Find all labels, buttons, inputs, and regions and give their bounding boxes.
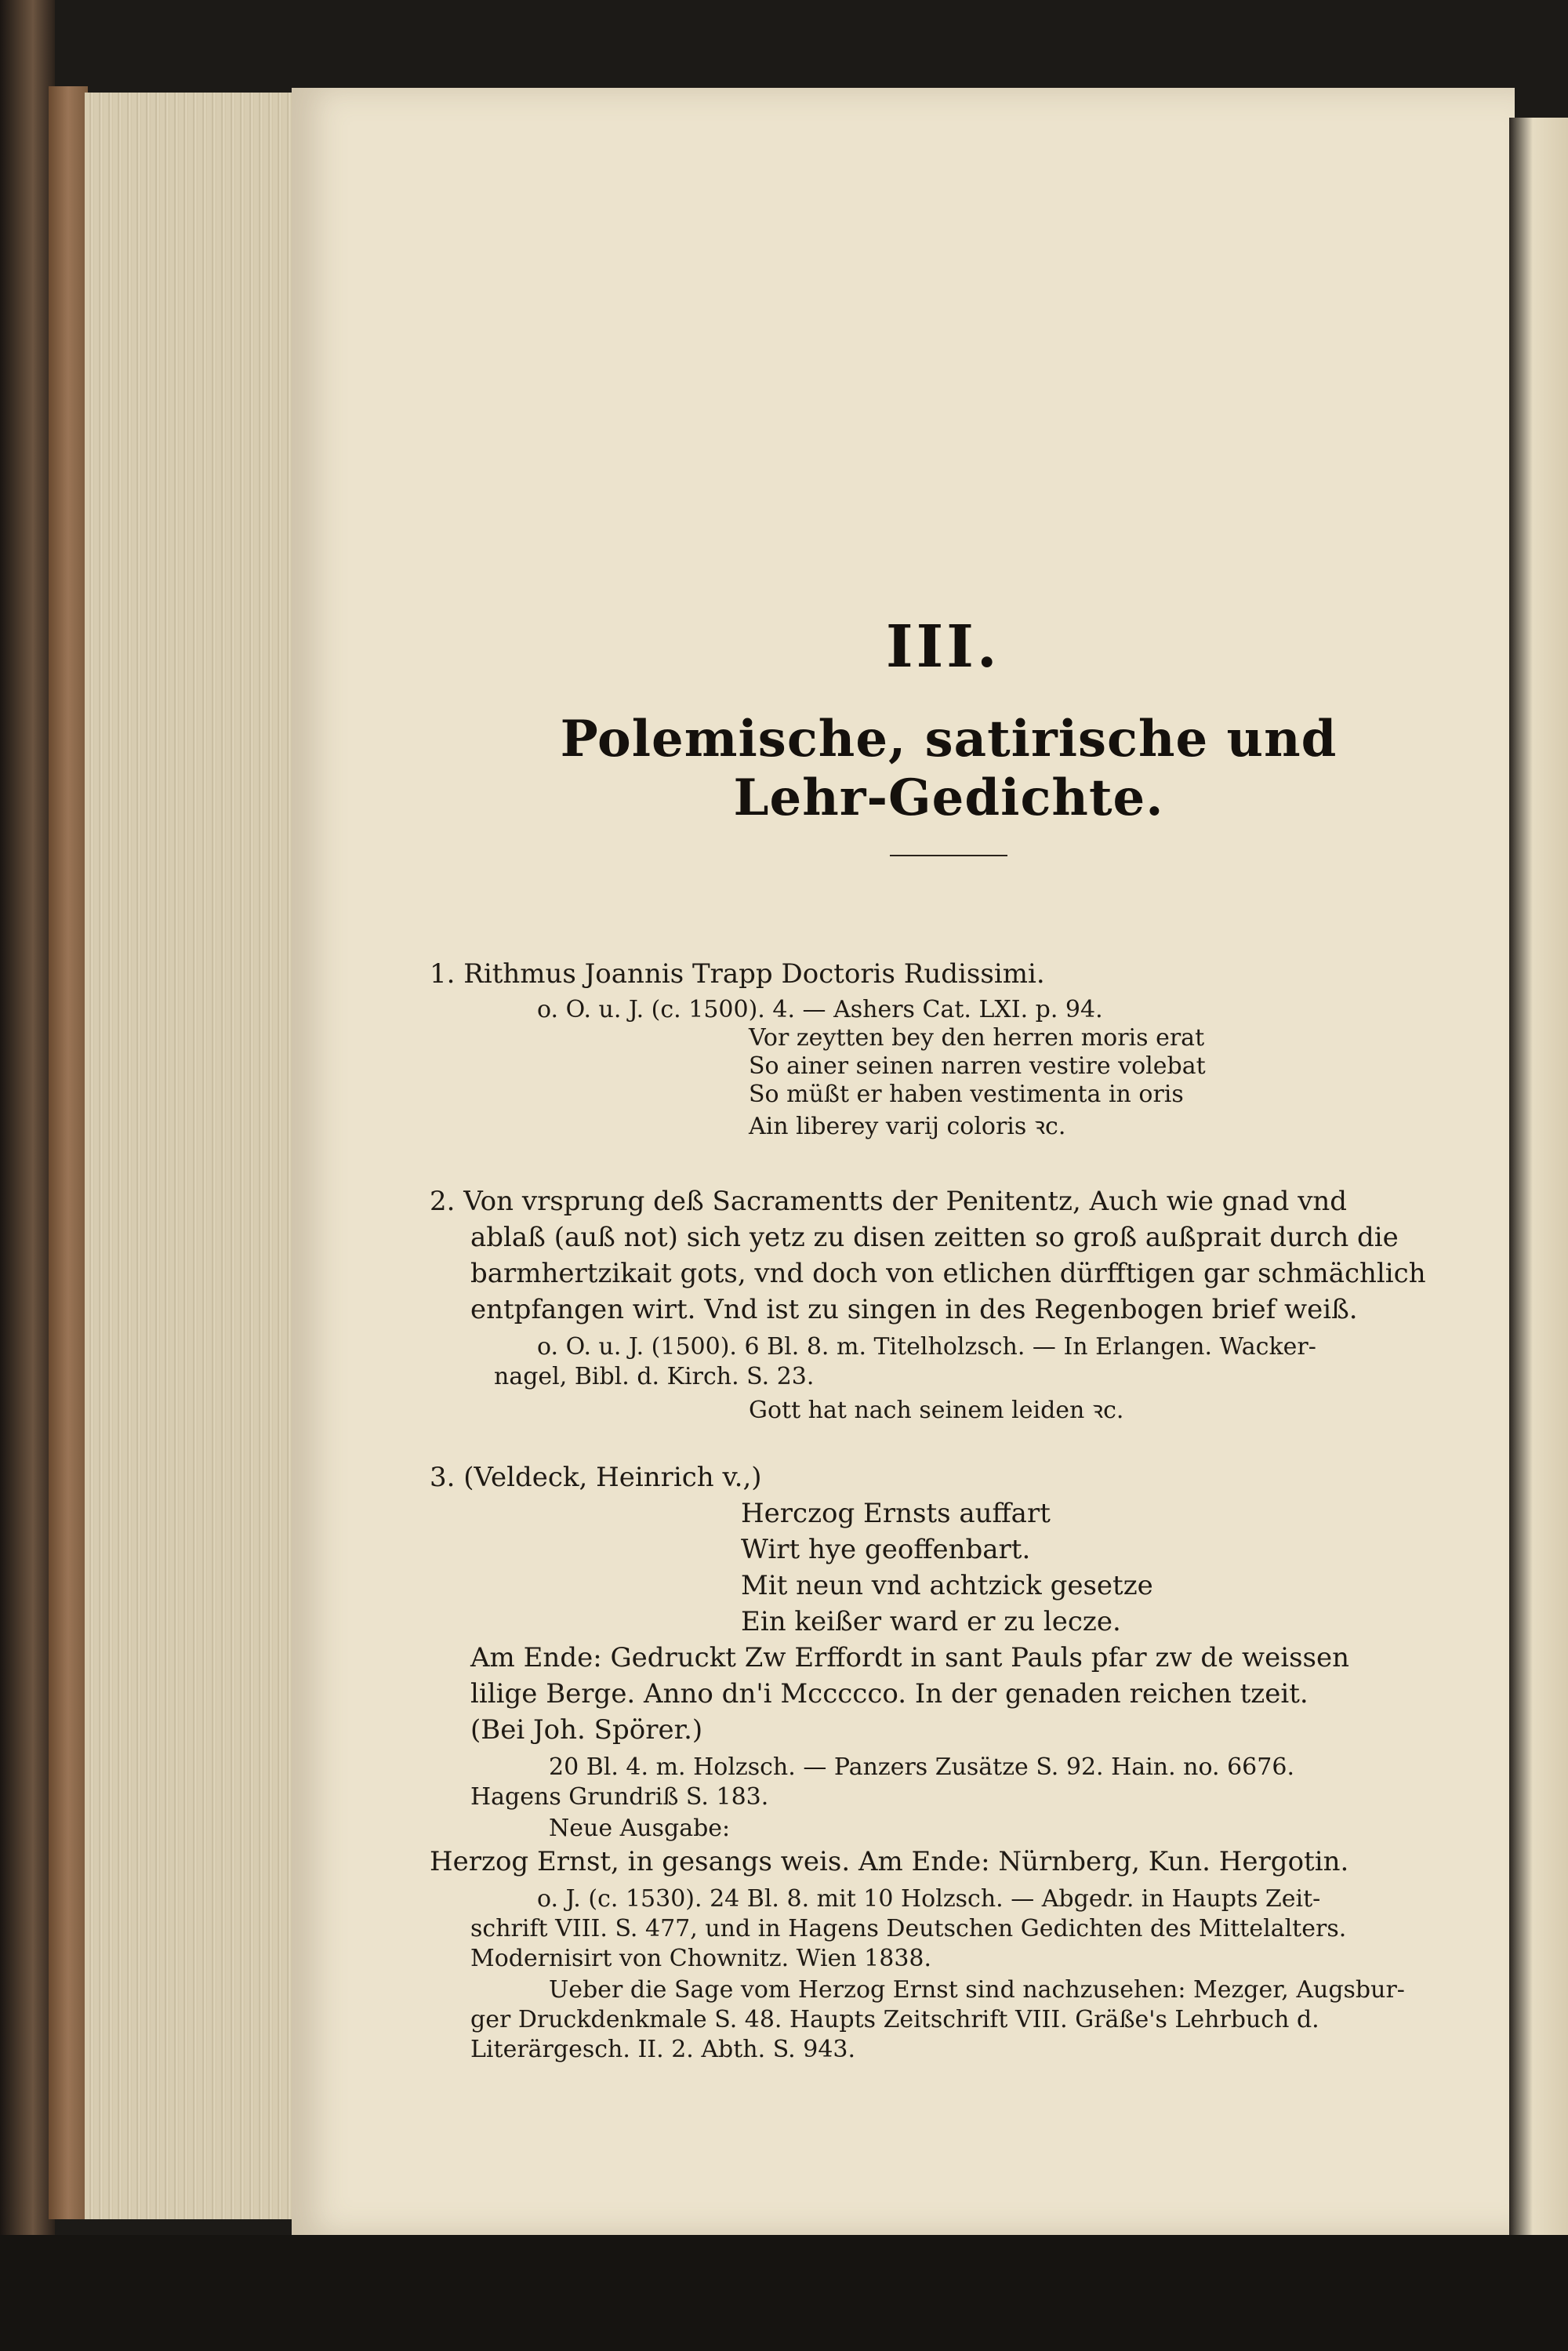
page-stack-edges bbox=[85, 93, 296, 2219]
entry-3-colophon: (Bei Joh. Spörer.) bbox=[470, 1714, 703, 1746]
entry-3-verse: Mit neun vnd achtzick gesetze bbox=[741, 1570, 1153, 1601]
section-number: III. bbox=[886, 613, 1000, 681]
background-shadow bbox=[0, 2235, 1568, 2351]
entry-3-note: Ueber die Sage vom Herzog Ernst sind nachzusehen: Mezger, Augsbur- bbox=[549, 1976, 1405, 2004]
entry-2-imprint: o. O. u. J. (1500). 6 Bl. 8. m. Titelholzsch. — In Erlangen. Wacker- bbox=[537, 1333, 1316, 1361]
entry-1-verse: Ain liberey varij coloris ꝛc. bbox=[749, 1113, 1066, 1140]
entry-2-incipit: Gott hat nach seinem leiden ꝛc. bbox=[749, 1397, 1124, 1424]
entry-1-verse: So müßt er haben vestimenta in oris bbox=[749, 1081, 1184, 1108]
entry-3-note: ger Druckdenkmale S. 48. Haupts Zeitschrift VIII. Gräße's Lehrbuch d. bbox=[470, 2006, 1319, 2033]
title-divider bbox=[890, 855, 1007, 856]
entry-1-verse: So ainer seinen narren vestire volebat bbox=[749, 1052, 1206, 1080]
entry-3-author: 3. (Veldeck, Heinrich v.,) bbox=[430, 1462, 762, 1493]
entry-3-imprint: schrift VIII. S. 477, und in Hagens Deutschen Gedichten des Mittelalters. bbox=[470, 1915, 1347, 1942]
entry-2-imprint: nagel, Bibl. d. Kirch. S. 23. bbox=[494, 1363, 815, 1390]
entry-3-imprint: Modernisirt von Chownitz. Wien 1838. bbox=[470, 1945, 932, 1972]
entry-3-note: Literärgesch. II. 2. Abth. S. 943. bbox=[470, 2036, 856, 2063]
entry-3-imprint: o. J. (c. 1530). 24 Bl. 8. mit 10 Holzsch. — Abgedr. in Haupts Zeit- bbox=[537, 1885, 1321, 1913]
entry-1-title: 1. Rithmus Joannis Trapp Doctoris Rudissimi. bbox=[430, 958, 1045, 990]
entry-3-imprint: Hagens Grundriß S. 183. bbox=[470, 1783, 769, 1811]
entry-3-new-edition: Herzog Ernst, in gesangs weis. Am Ende: Nürnberg, Kun. Hergotin. bbox=[430, 1846, 1349, 1877]
entry-3-verse: Herczog Ernsts auffart bbox=[741, 1498, 1051, 1529]
entry-3-verse: Ein keißer ward er zu lecze. bbox=[741, 1606, 1121, 1637]
entry-2-title: entpfangen wirt. Vnd ist zu singen in des Regenbogen brief weiß. bbox=[470, 1294, 1358, 1325]
book-page bbox=[292, 88, 1515, 2235]
entry-3-colophon: lilige Berge. Anno dn'i Mccccco. In der genaden reichen tzeit. bbox=[470, 1678, 1308, 1710]
book-cover-left bbox=[0, 0, 55, 2351]
entry-1-imprint: o. O. u. J. (c. 1500). 4. — Ashers Cat. LXI. p. 94. bbox=[537, 996, 1103, 1023]
entry-3-verse: Wirt hye geoffenbart. bbox=[741, 1534, 1031, 1565]
facing-page-edge bbox=[1509, 118, 1568, 2235]
entry-2-title: 2. Von vrsprung deß Sacramentts der Penitentz, Auch wie gnad vnd bbox=[430, 1186, 1348, 1217]
entry-3-new-edition-label: Neue Ausgabe: bbox=[549, 1815, 731, 1842]
entry-2-title: ablaß (auß not) sich yetz zu disen zeitten so groß außprait durch die bbox=[470, 1222, 1399, 1253]
book-binding-edge bbox=[49, 86, 88, 2219]
entry-2-title: barmhertzikait gots, vnd doch von etlichen dürfftigen gar schmächlich bbox=[470, 1258, 1426, 1289]
entry-1-verse: Vor zeytten bey den herren moris erat bbox=[749, 1024, 1205, 1052]
entry-3-colophon: Am Ende: Gedruckt Zw Erffordt in sant Pauls pfar zw de weissen bbox=[470, 1642, 1350, 1673]
section-title: Polemische, satirische und Lehr-Gedichte. bbox=[560, 710, 1338, 827]
entry-3-imprint: 20 Bl. 4. m. Holzsch. — Panzers Zusätze S. 92. Hain. no. 6676. bbox=[549, 1753, 1294, 1781]
